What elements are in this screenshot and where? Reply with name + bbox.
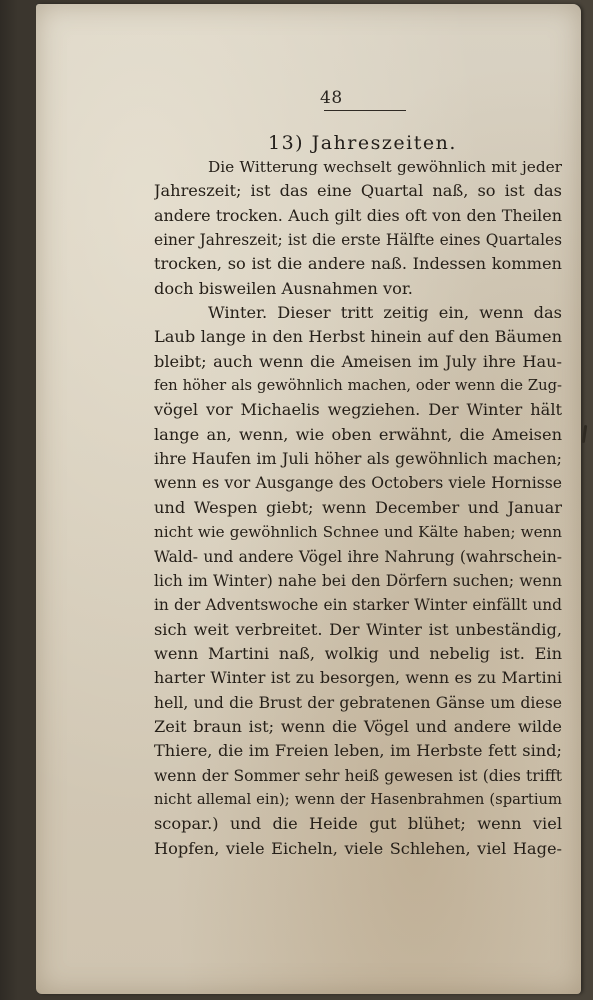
- page-number: 48: [320, 88, 343, 108]
- ink-mark: [582, 425, 587, 443]
- text-line: Laub lange in den Herbst hinein auf den Bäumen: [154, 327, 562, 347]
- text-line: doch bisweilen Ausnahmen vor.: [154, 278, 413, 298]
- section-heading: 13) Jahreszeiten.: [268, 132, 457, 154]
- text-line: scopar.) und die Heide gut blühet; wenn viel: [154, 814, 562, 834]
- text-line: lange an, wenn, wie oben erwähnt, die Ameisen: [154, 424, 562, 444]
- text-line: und Wespen giebt; wenn December und Januar: [154, 497, 562, 517]
- text-line: in der Adventswoche ein starker Winter einfällt und: [154, 596, 562, 615]
- text-line: Die Witterung wechselt gewöhnlich mit jeder: [208, 158, 562, 176]
- text-line: lich im Winter) nahe bei den Dörfern suchen; wenn: [154, 571, 562, 590]
- text-line: Hopfen, viele Eicheln, viele Schlehen, viel Hage-: [154, 838, 562, 858]
- text-line: einer Jahreszeit; ist die erste Hälfte eines Quartales: [154, 231, 562, 250]
- body-text: [154, 155, 562, 861]
- text-line: hell, und die Brust der gebratenen Gänse um diese: [154, 692, 562, 712]
- text-line: wenn der Sommer sehr heiß gewesen ist (dies trifft: [154, 766, 562, 785]
- text-line: Jahreszeit; ist das eine Quartal naß, so ist das: [154, 181, 562, 201]
- text-line: Thiere, die im Freien leben, im Herbste fett sind;: [154, 741, 562, 761]
- text-line: nicht wie gewöhnlich Schnee und Kälte haben; wenn: [154, 523, 562, 542]
- text-line: bleibt; auch wenn die Ameisen im July ihre Hau-: [154, 351, 562, 371]
- text-line: Wald- und andere Vögel ihre Nahrung (wahrschein-: [154, 547, 562, 566]
- header-rule: [324, 110, 406, 111]
- text-line: nicht allemal ein); wenn der Hasenbrahmen (spartium: [154, 790, 562, 808]
- text-line: wenn es vor Ausgange des Octobers viele Hornisse: [154, 473, 562, 493]
- text-line: vögel vor Michaelis wegziehen. Der Winter hält: [154, 400, 562, 420]
- text-line: trocken, so ist die andere naß. Indessen kommen: [154, 254, 562, 274]
- text-line: ihre Haufen im Juli höher als gewöhnlich machen;: [154, 449, 562, 469]
- text-line: Zeit braun ist; wenn die Vögel und andere wilde: [154, 716, 562, 736]
- text-line: wenn Martini naß, wolkig und nebelig ist. Ein: [154, 643, 562, 663]
- text-line: Winter. Dieser tritt zeitig ein, wenn das: [208, 303, 562, 323]
- text-line: harter Winter ist zu besorgen, wenn es zu Martini: [154, 668, 562, 688]
- paper-sheet: [36, 4, 581, 994]
- text-line: andere trocken. Auch gilt dies oft von den Theilen: [154, 205, 562, 225]
- text-line: sich weit verbreitet. Der Winter ist unbeständig,: [154, 619, 562, 639]
- text-line: fen höher als gewöhnlich machen, oder wenn die Zug-: [154, 377, 562, 395]
